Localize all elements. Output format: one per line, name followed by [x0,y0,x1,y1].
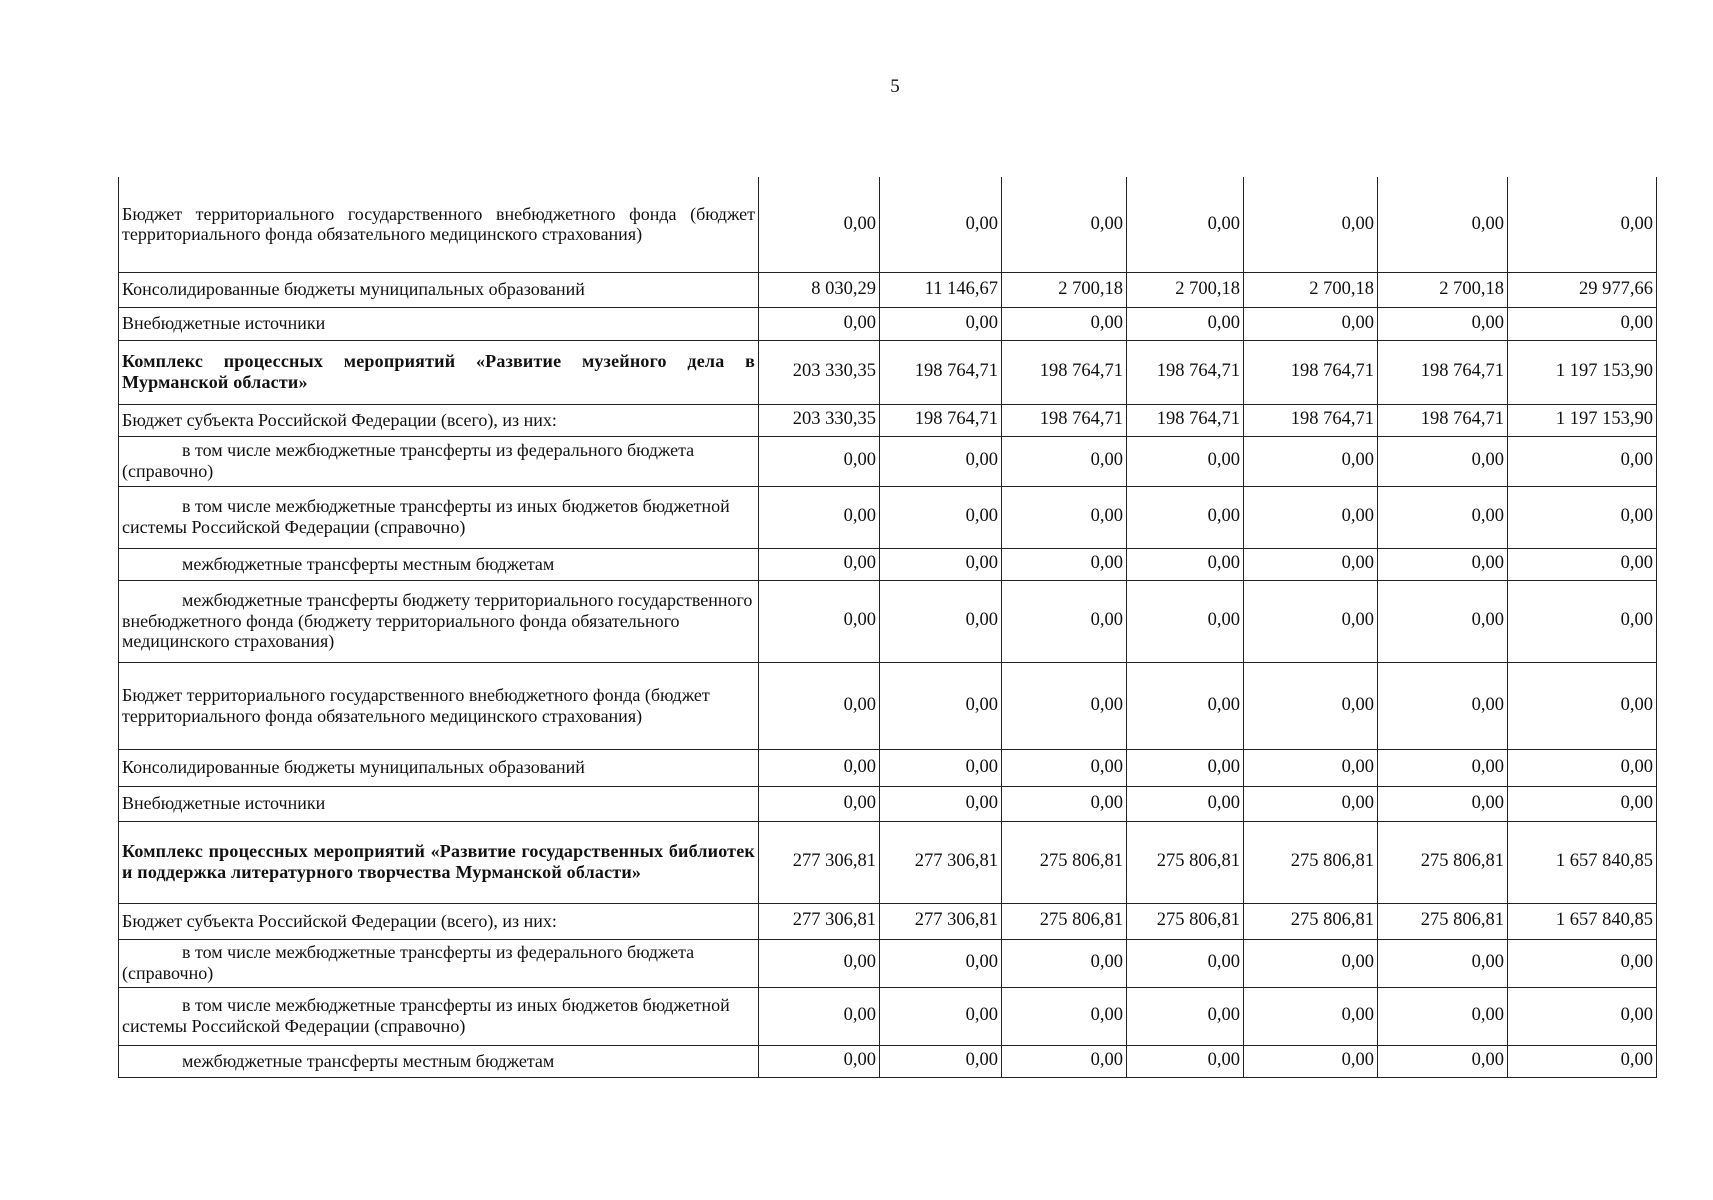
row-value-cell: 0,00 [1378,749,1508,786]
row-value-cell: 0,00 [759,177,880,272]
row-value-cell: 11 146,67 [880,272,1002,307]
row-value-cell: 0,00 [1378,177,1508,272]
row-value-cell: 2 700,18 [1244,272,1378,307]
row-label: в том числе межбюджетные трансферты из федерального бюджета (справочно) [119,939,759,987]
row-value-cell: 0,00 [1127,987,1244,1045]
row-value-cell: 0,00 [759,486,880,548]
row-value-cell: 0,00 [1127,1045,1244,1077]
row-value-cell: 277 306,81 [880,821,1002,903]
row-total-cell: 0,00 [1508,580,1657,662]
row-value-cell: 0,00 [880,749,1002,786]
row-value-cell: 275 806,81 [1378,821,1508,903]
row-value-cell: 0,00 [1002,486,1127,548]
row-value-cell: 0,00 [1378,786,1508,821]
row-value-cell: 203 330,35 [759,404,880,436]
row-label: Бюджет территориального государственного внебюджетного фонда (бюджет территориального фонда обязательного медицинского страхования) [119,177,759,272]
row-value-cell: 275 806,81 [1127,903,1244,939]
row-total-cell: 0,00 [1508,786,1657,821]
row-value-cell: 0,00 [1002,786,1127,821]
row-value-cell: 0,00 [759,662,880,749]
row-value-cell: 0,00 [1244,548,1378,580]
row-value-cell: 198 764,71 [1002,404,1127,436]
row-total-cell: 29 977,66 [1508,272,1657,307]
table-row [119,177,1657,272]
table-row [119,340,1657,404]
row-value-cell: 0,00 [1002,939,1127,987]
row-value-cell: 0,00 [1127,486,1244,548]
row-value-cell: 0,00 [759,580,880,662]
row-value-cell: 0,00 [1378,939,1508,987]
row-value-cell: 0,00 [880,307,1002,340]
row-value-cell: 0,00 [1378,580,1508,662]
table-row [119,821,1657,903]
row-label: в том числе межбюджетные трансферты из иных бюджетов бюджетной системы Российской Федерации (справочно) [119,486,759,548]
row-label: Консолидированные бюджеты муниципальных образований [119,749,759,786]
row-value-cell: 277 306,81 [759,821,880,903]
row-value-cell: 198 764,71 [1244,404,1378,436]
row-label: межбюджетные трансферты местным бюджетам [119,548,759,580]
row-total-cell: 1 197 153,90 [1508,340,1657,404]
row-value-cell: 0,00 [1378,987,1508,1045]
row-value-cell: 0,00 [759,307,880,340]
row-value-cell: 0,00 [1244,749,1378,786]
row-value-cell: 198 764,71 [880,340,1002,404]
row-value-cell: 0,00 [1378,548,1508,580]
row-total-cell: 0,00 [1508,548,1657,580]
row-value-cell: 0,00 [1127,307,1244,340]
row-value-cell: 0,00 [1127,786,1244,821]
row-value-cell: 0,00 [880,548,1002,580]
row-value-cell: 0,00 [1002,749,1127,786]
row-total-cell: 0,00 [1508,662,1657,749]
row-value-cell: 0,00 [880,939,1002,987]
row-total-cell: 1 657 840,85 [1508,821,1657,903]
row-value-cell: 0,00 [880,987,1002,1045]
row-value-cell: 275 806,81 [1127,821,1244,903]
row-total-cell: 1 657 840,85 [1508,903,1657,939]
row-label: Бюджет субъекта Российской Федерации (всего), из них: [119,903,759,939]
row-value-cell: 0,00 [1378,486,1508,548]
row-value-cell: 0,00 [1244,486,1378,548]
row-label: межбюджетные трансферты местным бюджетам [119,1045,759,1077]
row-value-cell: 0,00 [880,177,1002,272]
row-value-cell: 0,00 [1127,548,1244,580]
row-value-cell: 0,00 [1244,1045,1378,1077]
row-value-cell: 203 330,35 [759,340,880,404]
row-value-cell: 198 764,71 [1378,404,1508,436]
row-value-cell: 0,00 [759,548,880,580]
table-row [119,939,1657,987]
row-value-cell: 0,00 [759,1045,880,1077]
row-value-cell: 0,00 [1002,1045,1127,1077]
row-value-cell: 277 306,81 [759,903,880,939]
row-value-cell: 0,00 [1002,987,1127,1045]
row-value-cell: 198 764,71 [1127,404,1244,436]
row-value-cell: 275 806,81 [1378,903,1508,939]
row-total-cell: 0,00 [1508,486,1657,548]
row-total-cell: 0,00 [1508,177,1657,272]
row-value-cell: 0,00 [880,436,1002,486]
row-label: Внебюджетные источники [119,786,759,821]
row-value-cell: 0,00 [1244,436,1378,486]
row-value-cell: 2 700,18 [1378,272,1508,307]
row-value-cell: 0,00 [1127,939,1244,987]
row-value-cell: 0,00 [1002,548,1127,580]
row-value-cell: 275 806,81 [1244,903,1378,939]
row-value-cell: 275 806,81 [1002,821,1127,903]
row-label: Комплекс процессных мероприятий «Развитие музейного дела в Мурманской области» [119,340,759,404]
table-row [119,307,1657,340]
row-label: Бюджет территориального государственного внебюджетного фонда (бюджет территориального фонда обязательного медицинского страхования) [119,662,759,749]
row-value-cell: 198 764,71 [1127,340,1244,404]
table-row [119,404,1657,436]
row-total-cell: 0,00 [1508,307,1657,340]
row-value-cell: 0,00 [1378,436,1508,486]
row-value-cell: 0,00 [1244,580,1378,662]
row-value-cell: 198 764,71 [1378,340,1508,404]
row-total-cell: 0,00 [1508,436,1657,486]
row-value-cell: 0,00 [1244,939,1378,987]
row-label: Бюджет субъекта Российской Федерации (всего), из них: [119,404,759,436]
row-label: Комплекс процессных мероприятий «Развитие государственных библиотек и поддержка литературного творчества Мурманской области» [119,821,759,903]
row-total-cell: 0,00 [1508,1045,1657,1077]
row-value-cell: 0,00 [880,662,1002,749]
row-value-cell: 0,00 [1002,662,1127,749]
row-label: Внебюджетные источники [119,307,759,340]
row-value-cell: 0,00 [880,580,1002,662]
row-value-cell: 0,00 [1378,1045,1508,1077]
row-value-cell: 0,00 [759,436,880,486]
table-row [119,548,1657,580]
row-value-cell: 0,00 [1002,177,1127,272]
table-row [119,486,1657,548]
row-value-cell: 0,00 [1127,177,1244,272]
table-row [119,662,1657,749]
row-total-cell: 0,00 [1508,987,1657,1045]
row-value-cell: 0,00 [1127,749,1244,786]
row-label: в том числе межбюджетные трансферты из иных бюджетов бюджетной системы Российской Федерации (справочно) [119,987,759,1045]
row-total-cell: 1 197 153,90 [1508,404,1657,436]
row-value-cell: 0,00 [759,786,880,821]
row-value-cell: 0,00 [1244,987,1378,1045]
row-value-cell: 0,00 [759,987,880,1045]
row-total-cell: 0,00 [1508,749,1657,786]
row-value-cell: 0,00 [1127,436,1244,486]
row-value-cell: 0,00 [1378,662,1508,749]
row-value-cell: 0,00 [1378,307,1508,340]
table-row [119,272,1657,307]
table-row [119,987,1657,1045]
row-value-cell: 0,00 [880,486,1002,548]
row-value-cell: 0,00 [1002,580,1127,662]
row-value-cell: 277 306,81 [880,903,1002,939]
row-label: Консолидированные бюджеты муниципальных образований [119,272,759,307]
row-value-cell: 0,00 [1127,662,1244,749]
row-value-cell: 198 764,71 [1244,340,1378,404]
row-value-cell: 0,00 [1002,307,1127,340]
row-value-cell: 198 764,71 [1002,340,1127,404]
row-value-cell: 0,00 [1002,436,1127,486]
row-value-cell: 0,00 [880,786,1002,821]
table-row [119,580,1657,662]
row-value-cell: 0,00 [1244,786,1378,821]
row-label: межбюджетные трансферты бюджету территориального государственного внебюджетного фонда (бюджету территориального фонда обязательного медицинского страхования) [119,580,759,662]
row-value-cell: 0,00 [1244,662,1378,749]
row-value-cell: 8 030,29 [759,272,880,307]
row-value-cell: 275 806,81 [1244,821,1378,903]
row-value-cell: 275 806,81 [1002,903,1127,939]
row-value-cell: 198 764,71 [880,404,1002,436]
page-number: 5 [890,76,900,97]
row-value-cell: 0,00 [1244,177,1378,272]
row-value-cell: 0,00 [880,1045,1002,1077]
row-value-cell: 0,00 [759,939,880,987]
table-row [119,786,1657,821]
row-value-cell: 2 700,18 [1127,272,1244,307]
budget-table [118,177,1657,1078]
row-value-cell: 2 700,18 [1002,272,1127,307]
row-value-cell: 0,00 [759,749,880,786]
table-row [119,903,1657,939]
row-total-cell: 0,00 [1508,939,1657,987]
table-row [119,1045,1657,1077]
row-value-cell: 0,00 [1244,307,1378,340]
table-row [119,749,1657,786]
row-value-cell: 0,00 [1127,580,1244,662]
table-row [119,436,1657,486]
row-label: в том числе межбюджетные трансферты из федерального бюджета (справочно) [119,436,759,486]
